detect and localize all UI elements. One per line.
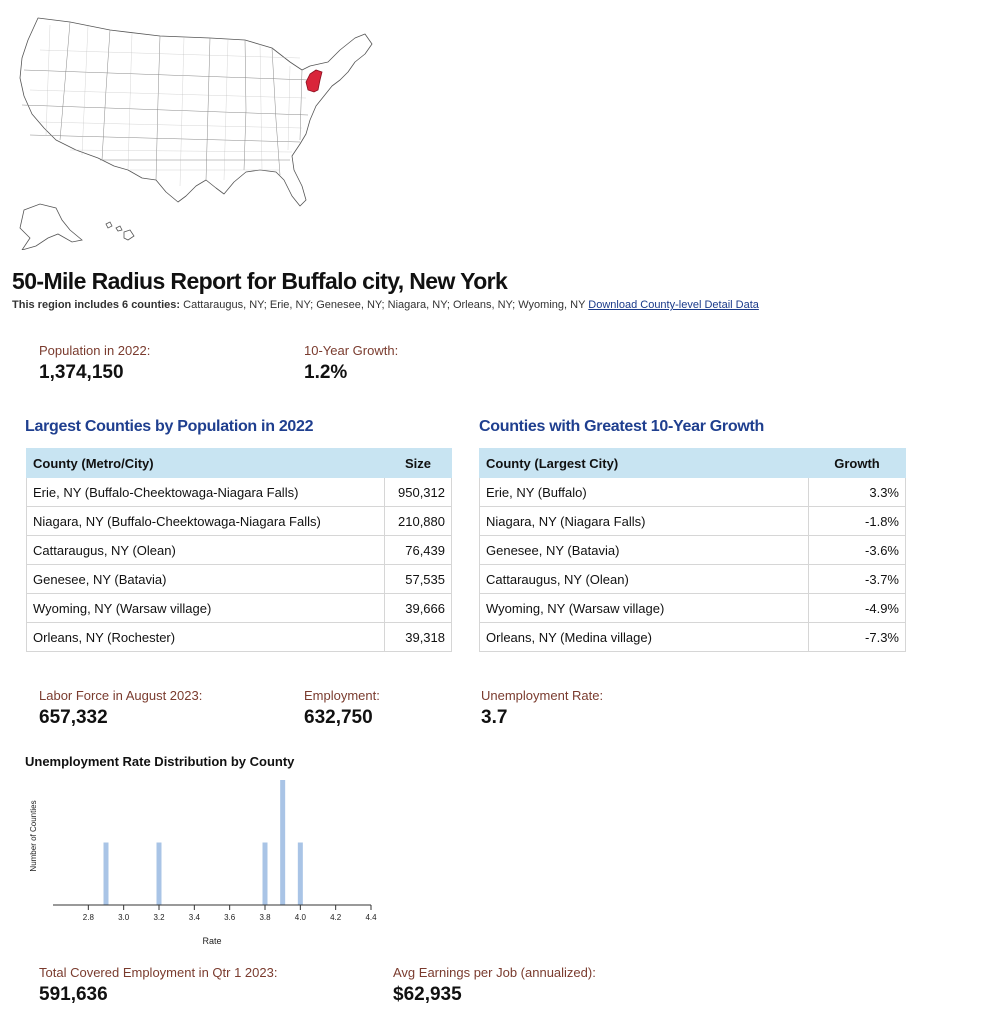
- table-row: [27, 623, 452, 652]
- x-tick-label: 4.0: [294, 913, 306, 922]
- county-cell: Genesee, NY (Batavia): [27, 565, 385, 594]
- labor-force-value: 657,332: [39, 707, 108, 728]
- table-header-row: [27, 449, 452, 478]
- histogram-bar: [263, 843, 268, 906]
- employment-value: 632,750: [304, 707, 373, 728]
- table-row: [27, 536, 452, 565]
- county-cell: Orleans, NY (Rochester): [27, 623, 385, 652]
- largest-counties-table: [26, 448, 452, 652]
- us-mainland-outline: [20, 18, 372, 206]
- county-cell: Orleans, NY (Medina village): [480, 623, 809, 652]
- county-cell: Cattaraugus, NY (Olean): [27, 536, 385, 565]
- size-cell: 57,535: [385, 565, 452, 594]
- growth-cell: -1.8%: [809, 507, 906, 536]
- county-cell: Wyoming, NY (Warsaw village): [480, 594, 809, 623]
- population-label: Population in 2022:: [39, 343, 151, 358]
- table-header-row: [480, 449, 906, 478]
- x-tick-label: 3.2: [153, 913, 165, 922]
- col-header-county: County (Metro/City): [27, 449, 385, 478]
- unemployment-rate-value: 3.7: [481, 707, 508, 728]
- us-county-map: [10, 10, 385, 250]
- growth-value: 1.2%: [304, 362, 348, 383]
- x-tick-label: 3.0: [118, 913, 130, 922]
- county-cell: Wyoming, NY (Warsaw village): [27, 594, 385, 623]
- col-header-size: Size: [385, 449, 452, 478]
- x-tick-label: 3.6: [224, 913, 236, 922]
- x-tick-label: 3.8: [259, 913, 271, 922]
- covered-employment-label: Total Covered Employment in Qtr 1 2023:: [39, 965, 278, 980]
- download-detail-link[interactable]: Download County-level Detail Data: [588, 299, 759, 311]
- x-tick-label: 4.2: [330, 913, 342, 922]
- region-prefix: This region includes 6 counties:: [12, 299, 181, 311]
- region-counties: Cattaraugus, NY; Erie, NY; Genesee, NY; Niagara, NY; Orleans, NY; Wyoming, NY: [180, 299, 589, 311]
- region-description: [12, 299, 759, 311]
- table-row: [480, 478, 906, 507]
- histogram-bar: [104, 843, 109, 906]
- avg-earnings-label: Avg Earnings per Job (annualized):: [393, 965, 596, 980]
- covered-employment-value: 591,636: [39, 984, 108, 1005]
- bars-layer: [104, 780, 303, 905]
- county-cell: Genesee, NY (Batavia): [480, 536, 809, 565]
- y-axis-title: Number of Counties: [29, 800, 38, 872]
- growth-counties-title: Counties with Greatest 10-Year Growth: [479, 418, 764, 435]
- table-row: [480, 565, 906, 594]
- avg-earnings-value: $62,935: [393, 984, 462, 1005]
- histogram-bar: [280, 780, 285, 905]
- size-cell: 39,666: [385, 594, 452, 623]
- growth-counties-table: [479, 448, 906, 652]
- growth-cell: -7.3%: [809, 623, 906, 652]
- alaska-outline: [20, 204, 82, 250]
- employment-label: Employment:: [304, 688, 380, 703]
- largest-counties-title: Largest Counties by Population in 2022: [25, 418, 314, 435]
- page-title: 50-Mile Radius Report for Buffalo city, New York: [12, 268, 508, 294]
- ticks-layer: [83, 905, 377, 922]
- table-row: [480, 536, 906, 565]
- size-cell: 76,439: [385, 536, 452, 565]
- table-row: [27, 565, 452, 594]
- chart-title: Unemployment Rate Distribution by County: [25, 754, 295, 769]
- table-row: [27, 507, 452, 536]
- table-row: [480, 594, 906, 623]
- population-value: 1,374,150: [39, 362, 124, 383]
- size-cell: 39,318: [385, 623, 452, 652]
- col-header-growth: Growth: [809, 449, 906, 478]
- county-cell: Erie, NY (Buffalo-Cheektowaga-Niagara Falls): [27, 478, 385, 507]
- hawaii-outline: [106, 222, 134, 240]
- county-cell: Niagara, NY (Buffalo-Cheektowaga-Niagara Falls): [27, 507, 385, 536]
- unemployment-histogram: [25, 772, 385, 952]
- county-cell: Erie, NY (Buffalo): [480, 478, 809, 507]
- growth-cell: -4.9%: [809, 594, 906, 623]
- x-tick-label: 4.4: [365, 913, 377, 922]
- county-cell: Cattaraugus, NY (Olean): [480, 565, 809, 594]
- table-row: [480, 623, 906, 652]
- growth-cell: -3.6%: [809, 536, 906, 565]
- county-cell: Niagara, NY (Niagara Falls): [480, 507, 809, 536]
- x-axis-title: Rate: [202, 936, 222, 946]
- x-tick-label: 2.8: [82, 913, 94, 922]
- histogram-bar: [157, 843, 162, 906]
- col-header-county: County (Largest City): [480, 449, 809, 478]
- histogram-bar: [298, 843, 303, 906]
- table-row: [27, 594, 452, 623]
- growth-cell: -3.7%: [809, 565, 906, 594]
- size-cell: 210,880: [385, 507, 452, 536]
- table-row: [480, 507, 906, 536]
- table-row: [27, 478, 452, 507]
- size-cell: 950,312: [385, 478, 452, 507]
- labor-force-label: Labor Force in August 2023:: [39, 688, 203, 703]
- unemployment-rate-label: Unemployment Rate:: [481, 688, 604, 703]
- growth-label: 10-Year Growth:: [304, 343, 399, 358]
- x-tick-label: 3.4: [188, 913, 200, 922]
- growth-cell: 3.3%: [809, 478, 906, 507]
